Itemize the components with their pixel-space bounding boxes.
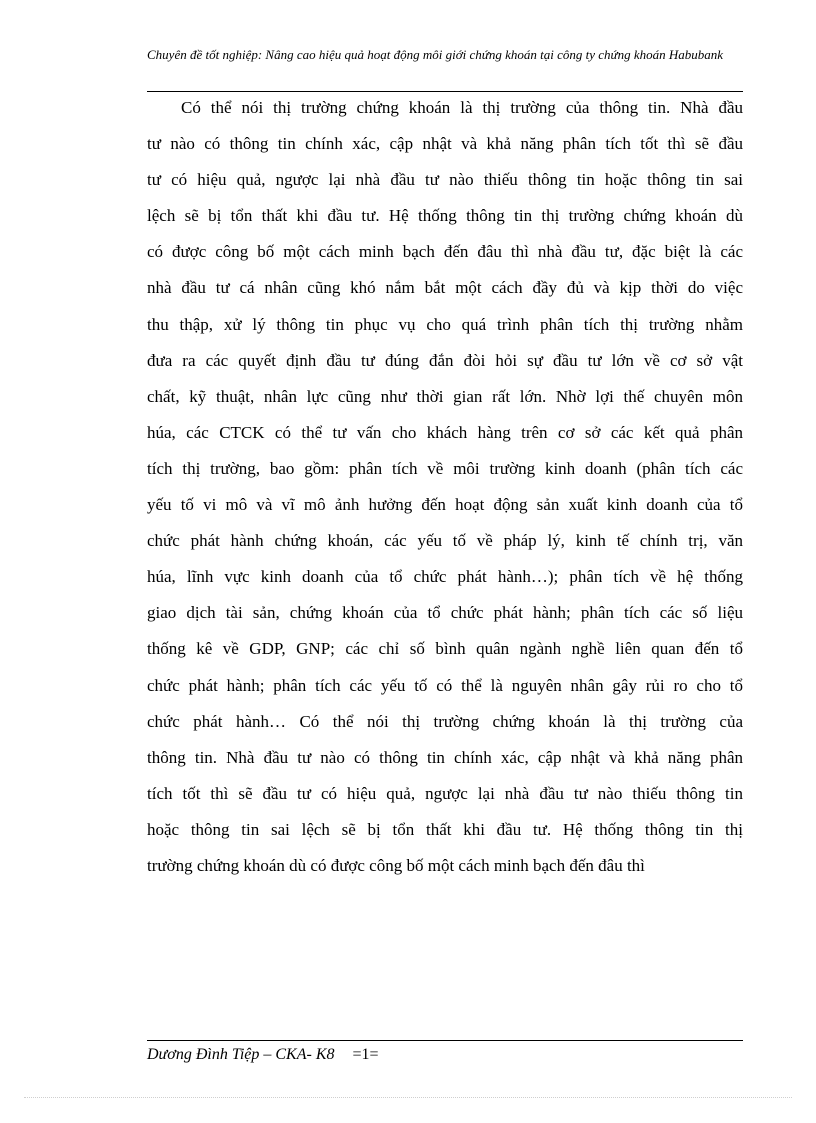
page-footer bbox=[147, 1045, 379, 1065]
body-line: thu thập, xử lý thông tin phục vụ cho quá trình phân tích thị trường nhằm bbox=[147, 314, 743, 334]
body-line: nhà đầu tư cá nhân cũng khó nắm bắt một cách đầy đủ và kịp thời do việc bbox=[147, 278, 743, 298]
body-line: húa, lĩnh vực kinh doanh của tổ chức phát hành…); phân tích về hệ thống bbox=[147, 567, 743, 587]
body-line: đưa ra các quyết định đầu tư đúng đắn đòi hỏi sự đầu tư lớn về cơ sở vật bbox=[147, 350, 743, 370]
header-title: Chuyên đề tốt nghiệp: Nâng cao hiệu quả hoạt động môi giới chứng khoán tại công ty chứng khoán Habubank bbox=[147, 47, 724, 62]
body-line: lệch sẽ bị tổn thất khi đầu tư. Hệ thống thông tin thị trường chứng khoán dù bbox=[147, 206, 743, 226]
body-line: thông tin. Nhà đầu tư nào có thông tin chính xác, cập nhật và khả năng phân bbox=[147, 747, 743, 767]
page-header bbox=[147, 47, 743, 63]
body-line: tích tốt thì sẽ đầu tư có hiệu quả, ngược lại nhà đầu tư nào thiếu thông tin bbox=[147, 783, 743, 803]
body-line: chức phát hành; phân tích các yếu tố có thể là nguyên nhân gây rủi ro cho tổ bbox=[147, 675, 743, 695]
body-line: húa, các CTCK có thể tư vấn cho khách hàng trên cơ sở các kết quả phân bbox=[147, 422, 743, 442]
body-line: có được công bố một cách minh bạch đến đâu thì nhà đầu tư, đặc biệt là các bbox=[147, 242, 743, 262]
body-line: chức phát hành chứng khoán, các yếu tố về pháp lý, kinh tế chính trị, văn bbox=[147, 531, 743, 551]
body-line: thống kê về GDP, GNP; các chỉ số bình quân ngành nghề liên quan đến tổ bbox=[147, 639, 743, 659]
body-line: chất, kỹ thuật, nhân lực cũng như thời gian rất lớn. Nhờ lợi thế chuyên môn bbox=[147, 386, 743, 406]
footer-divider bbox=[147, 1040, 743, 1041]
body-line: giao dịch tài sản, chứng khoán của tổ chức phát hành; phân tích các số liệu bbox=[147, 603, 743, 623]
body-line: yếu tố vi mô và vĩ mô ảnh hưởng đến hoạt động sản xuất kinh doanh của tổ bbox=[147, 495, 743, 515]
footer-author: Dương Đình Tiệp – CKA- K8 bbox=[147, 1046, 335, 1063]
page-boundary bbox=[24, 1097, 792, 1098]
body-line: tích thị trường, bao gồm: phân tích về môi trường kinh doanh (phân tích các bbox=[147, 458, 743, 478]
body-paragraph bbox=[147, 90, 743, 884]
page-number: =1= bbox=[352, 1046, 379, 1063]
body-line: tư có hiệu quả, ngược lại nhà đầu tư nào thiếu thông tin hoặc thông tin sai bbox=[147, 170, 743, 190]
body-line: tư nào có thông tin chính xác, cập nhật và khả năng phân tích tốt thì sẽ đầu bbox=[147, 134, 743, 154]
body-line: chức phát hành… Có thể nói thị trường chứng khoán là thị trường của bbox=[147, 711, 743, 731]
body-line: Có thể nói thị trường chứng khoán là thị trường của thông tin. Nhà đầu bbox=[181, 98, 743, 117]
body-line: trường chứng khoán dù có được công bố một cách minh bạch đến đâu thì bbox=[147, 855, 645, 875]
body-line: hoặc thông tin sai lệch sẽ bị tổn thất khi đầu tư. Hệ thống thông tin thị bbox=[147, 819, 743, 839]
